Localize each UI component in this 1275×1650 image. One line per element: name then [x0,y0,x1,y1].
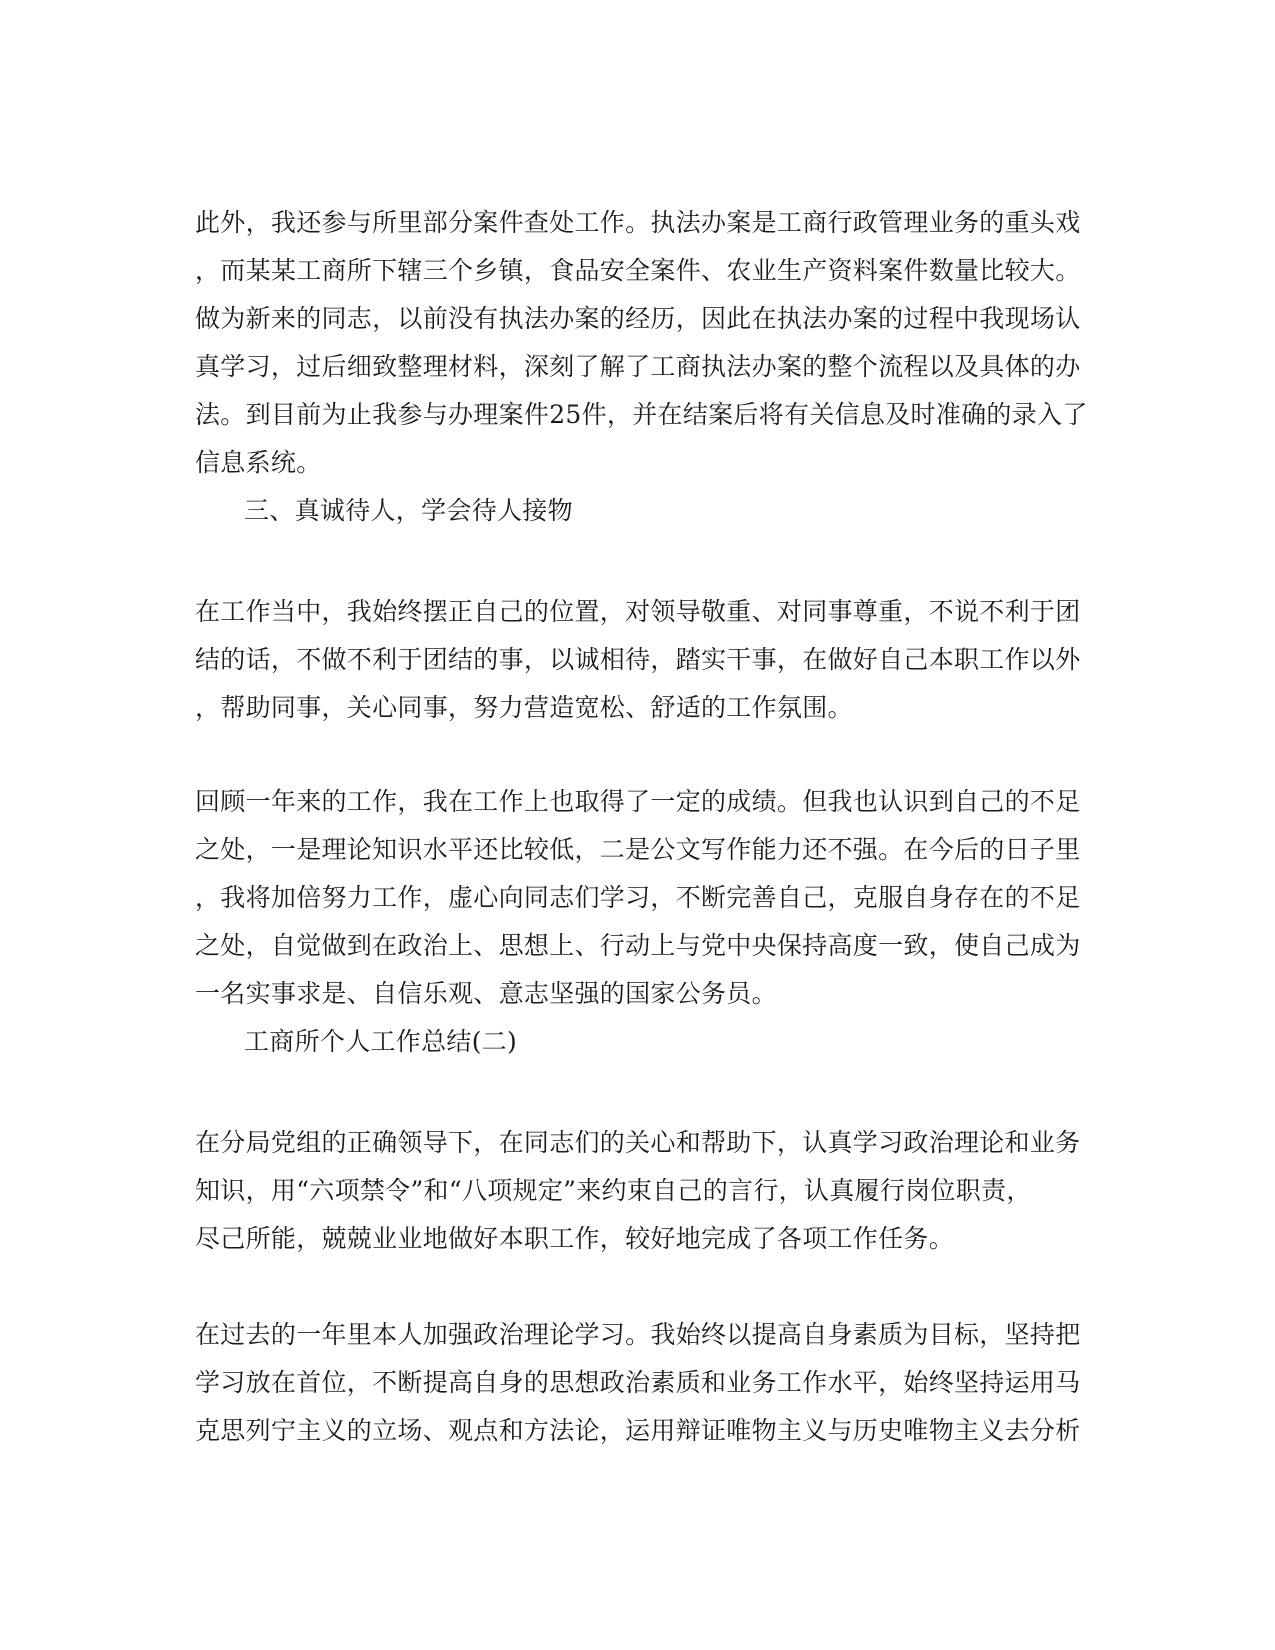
text-line: ，而某某工商所下辖三个乡镇，食品安全案件、农业生产资料案件数量比较大。 [195,256,1081,285]
paragraph-political-study [195,1311,1081,1455]
text-line: 做为新来的同志，以前没有执法办案的经历，因此在执法办案的过程中我现场认 [195,304,1081,333]
text-line: 结的话，不做不利于团结的事，以诚相待，踏实干事，在做好自己本职工作以外 [195,645,1081,674]
text-line: 之处，自觉做到在政治上、思想上、行动上与党中央保持高度一致，使自己成为 [195,931,1081,960]
text-line: 克思列宁主义的立场、观点和方法论，运用辩证唯物主义与历史唯物主义去分析 [195,1416,1081,1445]
text-line: 知识，用“六项禁令”和“八项规定”来约束自己的言行，认真履行岗位职责， [195,1176,1032,1205]
section-heading-three [195,487,1075,535]
text-line: 学习放在首位，不断提高自身的思想政治素质和业务工作水平，始终坚持运用马 [195,1368,1081,1397]
paragraph-review [195,778,1081,1018]
document-subtitle [195,1018,1075,1066]
text-line: 在分局党组的正确领导下，在同志们的关心和帮助下，认真学习政治理论和业务 [195,1128,1081,1157]
text-line: 一名实事求是、自信乐观、意志坚强的国家公务员。 [195,979,777,1008]
text-line: 尽己所能，兢兢业业地做好本职工作，较好地完成了各项工作任务。 [195,1224,955,1253]
text-line: 此外，我还参与所里部分案件查处工作。执法办案是工商行政管理业务的重头戏 [195,208,1081,237]
text-line: 法。到目前为止我参与办理案件25件，并在结案后将有关信息及时准确的录入了 [195,400,1088,429]
text-line: 在工作当中，我始终摆正自己的位置，对领导敬重、对同事尊重，不说不利于团 [195,597,1081,626]
text-line: 回顾一年来的工作，我在工作上也取得了一定的成绩。但我也认识到自己的不足 [195,787,1081,816]
paragraph-case-handling [195,199,1088,487]
text-line: ，帮助同事，关心同事，努力营造宽松、舒适的工作氛围。 [195,693,853,722]
text-line: 信息系统。 [195,448,322,477]
text-line: 之处，一是理论知识水平还比较低，二是公文写作能力还不强。在今后的日子里 [195,835,1081,864]
subtitle-text: 工商所个人工作总结(二) [244,1027,518,1056]
text-line: 真学习，过后细致整理材料，深刻了解了工商执法办案的整个流程以及具体的办 [195,352,1081,381]
text-line: 在过去的一年里本人加强政治理论学习。我始终以提高自身素质为目标，坚持把 [195,1320,1081,1349]
section-heading-text: 三、真诚待人，学会待人接物 [244,496,573,525]
paragraph-treat-people [195,588,1081,732]
paragraph-leadership [195,1119,1081,1263]
text-line: ，我将加倍努力工作，虚心向同志们学习，不断完善自己，克服自身存在的不足 [195,883,1081,912]
